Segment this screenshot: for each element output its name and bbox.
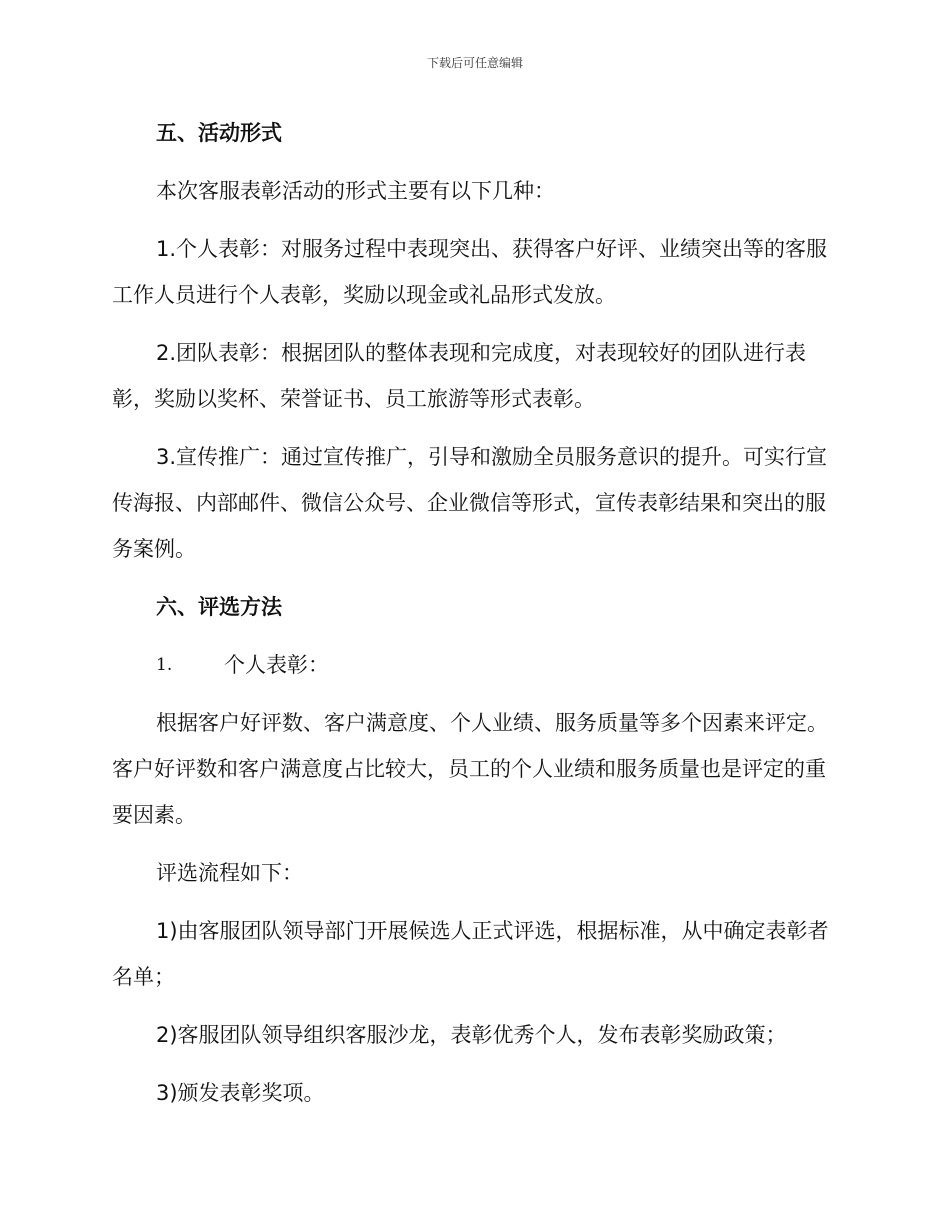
section-5-item-2: 2.团队表彰：根据团队的整体表现和完成度，对表现较好的团队进行表彰，奖励以奖杯、荣誉证书、员工旅游等形式表彰。 — [112, 341, 807, 411]
section-6-list-item — [112, 642, 832, 688]
document-body — [112, 110, 832, 1128]
section-6-heading: 六、评选方法 — [156, 595, 282, 619]
list-number: 1. — [156, 655, 173, 675]
section-6-paragraph-2: 评选流程如下： — [156, 861, 303, 885]
section-6-step-3: 3)颁发表彰奖项。 — [156, 1081, 325, 1105]
section-5-intro: 本次客服表彰活动的形式主要有以下几种： — [156, 179, 555, 203]
section-5-heading: 五、活动形式 — [156, 121, 282, 145]
page-header-note: 下载后可任意编辑 — [426, 56, 523, 70]
section-5-item-1: 1.个人表彰：对服务过程中表现突出、获得客户好评、业绩突出等的客服工作人员进行个人表彰，奖励以现金或礼品形式发放。 — [112, 237, 828, 307]
list-label: 个人表彰： — [224, 653, 329, 677]
section-6-step-2: 2)客服团队领导组织客服沙龙，表彰优秀个人，发布表彰奖励政策； — [156, 1023, 787, 1047]
section-6-paragraph-1: 根据客户好评数、客户满意度、个人业绩、服务质量等多个因素来评定。客户好评数和客户满意度占比较大，员工的个人业绩和服务质量也是评定的重要因素。 — [112, 711, 828, 827]
section-5-item-3: 3.宣传推广：通过宣传推广，引导和激励全员服务意识的提升。可实行宣传海报、内部邮件、微信公众号、企业微信等形式，宣传表彰结果和突出的服务案例。 — [112, 445, 828, 561]
section-6-step-1: 1)由客服团队领导部门开展候选人正式评选，根据标准，从中确定表彰者名单； — [112, 919, 829, 989]
